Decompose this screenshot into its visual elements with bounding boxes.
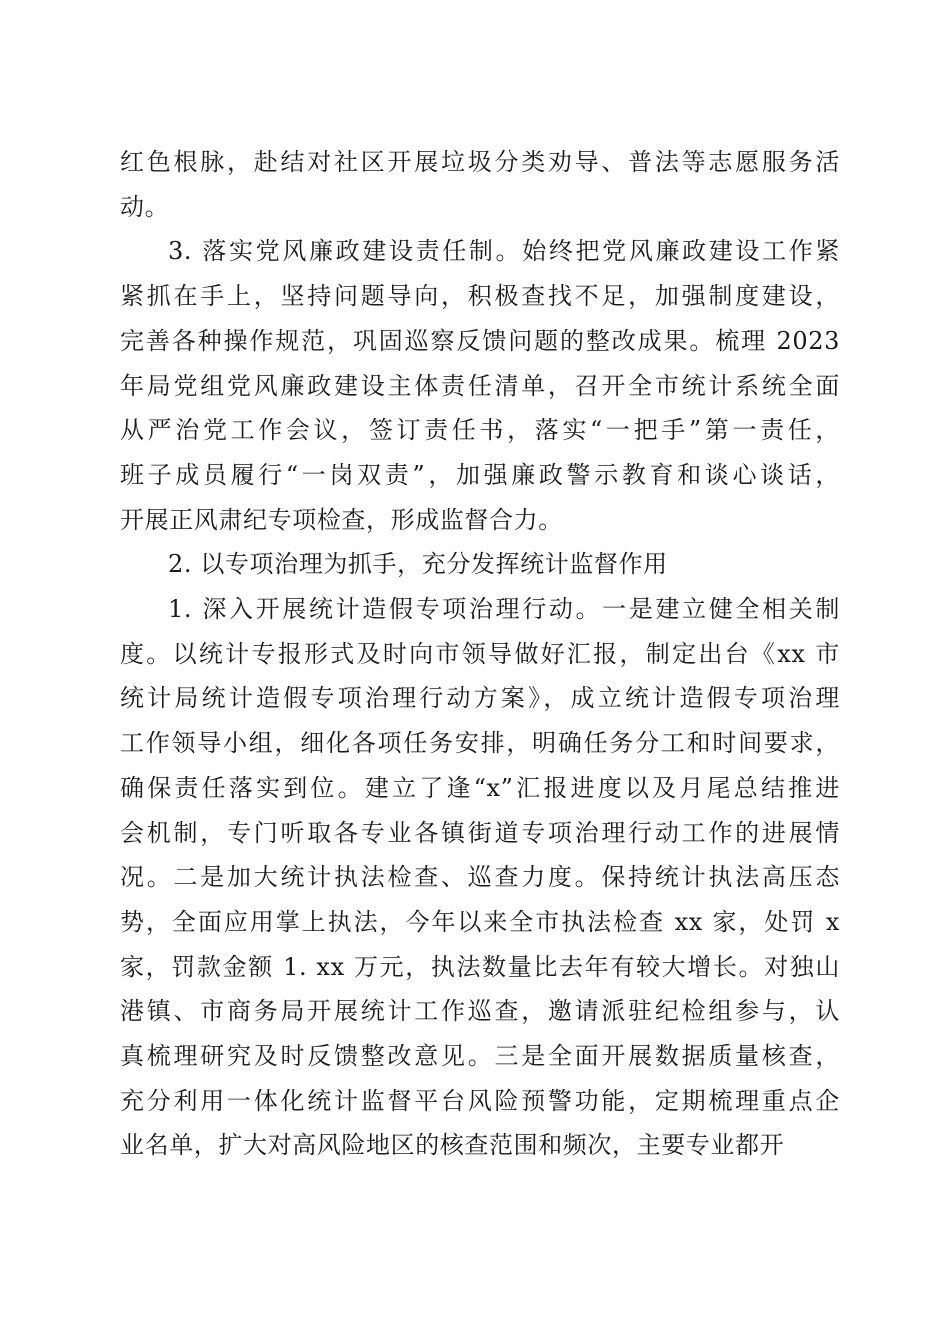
text-line: 充分利用一体化统计监督平台风险预警功能，定期梳理重点企 (120, 1086, 840, 1115)
text-line: 开展正风肃纪专项检查，形成监督合力。 (120, 505, 563, 534)
text-line: 确保责任落实到位。建立了逢“x”汇报进度以及月尾总结推进 (120, 773, 840, 802)
text-line: 2. 以专项治理为抓手，充分发挥统计监督作用 (168, 550, 668, 579)
text-line: 班子成员履行“一岗双责”，加强廉政警示教育和谈心谈话， (120, 460, 840, 489)
paragraph-p2 (120, 229, 840, 542)
text-line: 紧抓在手上，坚持问题导向，积极查找不足，加强制度建设， (120, 282, 840, 311)
text-line: 动。 (120, 192, 170, 221)
text-line: 会机制，专门听取各专业各镇街道专项治理行动工作的进展情 (120, 818, 840, 847)
text-line: 况。二是加大统计执法检查、巡查力度。保持统计执法高压态 (120, 863, 840, 892)
document-body (120, 140, 840, 1168)
text-line: 年局党组党风廉政建设主体责任清单，召开全市统计系统全面 (120, 371, 840, 400)
text-line: 1. 深入开展统计造假专项治理行动。一是建立健全相关制 (168, 595, 840, 624)
text-line: 从严治党工作会议，签订责任书，落实“一把手”第一责任， (120, 416, 840, 445)
text-line: 家，罚款金额 1. xx 万元，执法数量比去年有较大增长。对独山 (120, 952, 840, 981)
text-line: 港镇、市商务局开展统计工作巡查，邀请派驻纪检组参与，认 (120, 997, 840, 1026)
text-line: 统计局统计造假专项治理行动方案》，成立统计造假专项治理 (120, 684, 840, 713)
text-line: 真梳理研究及时反馈整改意见。三是全面开展数据质量核查， (120, 1042, 840, 1071)
text-line: 工作领导小组，细化各项任务安排，明确任务分工和时间要求， (120, 729, 840, 758)
text-line: 业名单，扩大对高风险地区的核查范围和频次，主要专业都开 (120, 1131, 785, 1160)
text-line: 红色根脉，赴结对社区开展垃圾分类劝导、普法等志愿服务活 (120, 148, 840, 176)
paragraph-p1 (120, 140, 840, 229)
text-line: 势，全面应用掌上执法，今年以来全市执法检查 xx 家，处罚 x (120, 907, 840, 936)
paragraph-p4 (120, 587, 840, 1168)
text-line: 3. 落实党风廉政建设责任制。始终把党风廉政建设工作紧 (168, 237, 840, 266)
text-line: 度。以统计专报形式及时向市领导做好汇报，制定出台《xx 市 (120, 639, 840, 668)
text-line: 完善各种操作规范，巩固巡察反馈问题的整改成果。梳理 2023 (120, 326, 840, 355)
paragraph-p3 (120, 542, 840, 587)
